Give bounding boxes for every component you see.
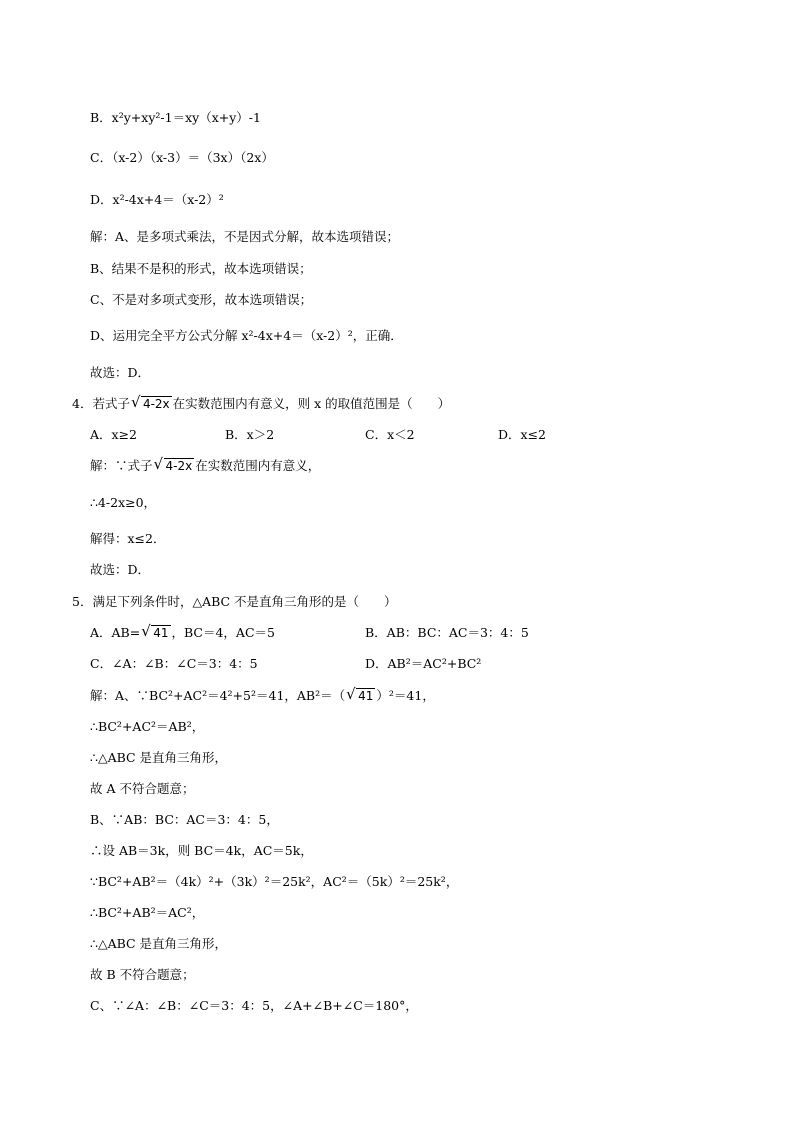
q3-solution-line-3: C、不是对多项式变形，故本选项错误； (90, 292, 313, 307)
q4-option-b: B．x＞2 (225, 427, 275, 442)
q4-sol-pre: 解：∵式子 (90, 458, 153, 473)
q4-stem (72, 393, 451, 412)
q5-solution-line-1 (90, 685, 435, 704)
q4-solution-line-1 (90, 455, 321, 474)
q4-option-c: C．x＜2 (365, 427, 415, 442)
q5-solution-line-11: C、∵∠A：∠B：∠C＝3：4：5，∠A+∠B+∠C＝180°， (90, 998, 418, 1013)
q4-option-a: A．x≥2 (90, 427, 138, 442)
q4-answer: 故选：D． (90, 562, 151, 577)
q5-solution-line-10: 故 B 不符合题意； (90, 967, 195, 982)
q3-option-b: B．x²y+xy²-1＝xy（x+y）-1 (90, 110, 261, 125)
q5-stem: 5．满足下列条件时，△ABC 不是直角三角形的是（ ） (72, 594, 397, 609)
q4-solution-line-2: ∴4-2x≥0， (90, 495, 157, 510)
sqrt-symbol: √ 41 (141, 622, 169, 640)
q5-solution-line-3: ∴△ABC 是直角三角形， (90, 750, 228, 765)
q3-option-c: C．（x-2）（x-3）＝（3x）（2x） (90, 150, 274, 165)
q5-s1-post: ）²＝41， (376, 688, 435, 703)
sqrt-symbol: √ 4-2x (153, 455, 193, 473)
q5-option-a (90, 622, 275, 641)
q4-stem-post: 在实数范围内有意义，则 x 的取值范围是（ ） (172, 396, 451, 411)
q4-stem-pre: 4．若式子 (72, 396, 130, 411)
q4-option-d: D．x≤2 (498, 427, 546, 442)
q4-radicand: 4-2x (142, 397, 170, 411)
q3-solution-line-1: 解：A、是多项式乘法，不是因式分解，故本选项错误； (90, 229, 400, 244)
q5-option-a-post: ，BC＝4，AC＝5 (171, 625, 275, 640)
q5-option-a-pre: A．AB= (90, 625, 141, 640)
q5-solution-line-7: ∵BC²+AB²＝（4k）²+（3k）²＝25k²，AC²＝（5k）²＝25k²， (90, 874, 459, 889)
sqrt-symbol: √ 41 (346, 685, 374, 703)
q3-solution-line-2: B、结果不是积的形式，故本选项错误； (90, 261, 312, 276)
q5-solution-line-4: 故 A 不符合题意； (90, 781, 195, 796)
q3-solution-line-4: D、运用完全平方公式分解 x²-4x+4＝（x-2）²，正确． (90, 328, 403, 343)
q5-s1-pre: 解：A、∵BC²+AC²＝4²+5²＝41，AB²＝（ (90, 688, 346, 703)
q5-option-a-radicand: 41 (153, 626, 169, 640)
q4-sol-post: 在实数范围内有意义， (195, 458, 321, 473)
q5-solution-line-2: ∴BC²+AC²＝AB²， (90, 719, 205, 734)
q5-s1-radicand: 41 (358, 689, 374, 703)
q5-option-d: D．AB²＝AC²+BC² (365, 656, 482, 671)
q5-solution-line-5: B、∵AB：BC：AC＝3：4：5， (90, 812, 279, 827)
q5-solution-line-8: ∴BC²+AB²＝AC²， (90, 905, 205, 920)
q5-solution-line-6: ∴设 AB＝3k，则 BC＝4k，AC＝5k， (90, 843, 313, 858)
sqrt-symbol: √ 4-2x (130, 393, 170, 411)
q3-answer: 故选：D． (90, 365, 151, 380)
q3-option-d: D．x²-4x+4＝（x-2）² (90, 192, 224, 207)
q5-solution-line-9: ∴△ABC 是直角三角形， (90, 936, 228, 951)
q5-option-c: C．∠A：∠B：∠C＝3：4：5 (90, 656, 258, 671)
q4-sol-radicand: 4-2x (165, 459, 193, 473)
q5-option-b: B．AB：BC：AC＝3：4：5 (365, 625, 529, 640)
q4-solution-line-3: 解得：x≤2． (90, 531, 166, 546)
